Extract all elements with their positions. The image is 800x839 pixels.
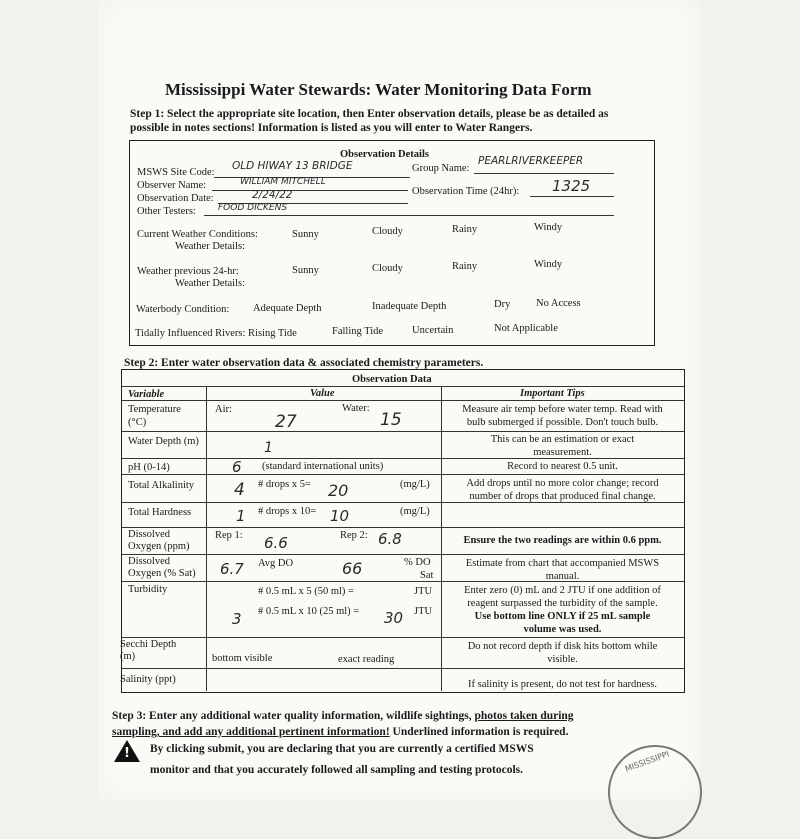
form-title: Mississippi Water Stewards: Water Monitoring Data Form — [165, 80, 592, 99]
rep2-label: Rep 2: — [340, 530, 368, 541]
hardness-value[interactable]: 10 — [330, 507, 350, 525]
step1-instructions: Step 1: Select the appropriate site location, then Enter observation details, please be as detailed as — [130, 108, 609, 120]
alkalinity-unit: (mg/L) — [400, 479, 430, 490]
do-sat-value[interactable]: 66 — [342, 559, 363, 578]
column-value: Value — [310, 388, 335, 399]
alkalinity-tip: Add drops until no more color change; record number of drops that produced final change. — [466, 478, 659, 502]
dissolved-oxygen-label: Dissolved — [128, 529, 170, 540]
current-weather-label: Current Weather Conditions: — [137, 229, 258, 240]
water-depth-tip: This can be an estimation or exact measurement. — [490, 434, 635, 458]
turbidity-label: Turbidity — [128, 584, 168, 595]
step2-instructions: Step 2: Enter water observation data & associated chemistry parameters. — [124, 357, 484, 369]
current-weather-windy[interactable]: Windy — [534, 222, 563, 233]
turbidity-unit-2: JTU — [414, 606, 433, 617]
alkalinity-drops[interactable]: 4 — [234, 480, 245, 500]
tidal-uncertain[interactable]: Uncertain — [412, 325, 454, 336]
do-sat-unit: Oxygen (% Sat) — [128, 568, 196, 579]
column-important-tips: Important Tips — [520, 388, 585, 399]
temperature-label: Temperature — [128, 404, 181, 415]
water-temp-value[interactable]: 15 — [380, 410, 402, 430]
ph-value[interactable]: 6 — [232, 458, 242, 476]
declaration-line-1: By clicking submit, you are declaring that you are currently a certified MSWS — [150, 743, 534, 755]
step3-instructions-2: sampling, and add any additional pertinent information! Underlined information is required. — [112, 726, 569, 738]
mississippi-seal-logo — [608, 745, 702, 839]
previous-weather-details-label: Weather Details: — [175, 278, 245, 289]
previous-weather-cloudy[interactable]: Cloudy — [372, 263, 403, 274]
current-weather-cloudy[interactable]: Cloudy — [372, 226, 403, 237]
observation-data-header: Observation Data — [352, 374, 432, 385]
tidal-not-applicable[interactable]: Not Applicable — [494, 323, 558, 334]
do-sat-tip: Estimate from chart that accompanied MSWS manual. — [465, 558, 660, 582]
current-weather-rainy[interactable]: Rainy — [452, 224, 478, 235]
rep2-value[interactable]: 6.8 — [378, 530, 402, 548]
waterbody-inadequate-depth[interactable]: Inadequate Depth — [372, 301, 447, 312]
waterbody-no-access[interactable]: No Access — [536, 298, 581, 309]
previous-weather-windy[interactable]: Windy — [534, 259, 563, 270]
site-code-label: MSWS Site Code: — [137, 167, 215, 178]
dissolved-oxygen-unit: Oxygen (ppm) — [128, 541, 190, 552]
observation-date-value[interactable]: 2/24/22 — [252, 189, 293, 201]
ph-label: pH (0-14) — [128, 462, 170, 473]
step1-instructions-2: possible in notes sections! Information is listed as you will enter to Water Rangers. — [130, 122, 533, 134]
salinity-label: Salinity (ppt) — [120, 674, 176, 685]
hardness-unit: (mg/L) — [400, 506, 430, 517]
current-weather-sunny[interactable]: Sunny — [292, 229, 319, 240]
current-weather-details-label: Weather Details: — [175, 241, 245, 252]
do-sat-unit-2: Sat — [420, 570, 434, 581]
observer-name-label: Observer Name: — [137, 180, 207, 191]
turbidity-drops[interactable]: 3 — [232, 610, 242, 628]
other-testers-label: Other Testers: — [137, 206, 196, 217]
dissolved-oxygen-tip: Ensure the two readings are within 0.6 ppm. — [463, 535, 662, 546]
previous-weather-rainy[interactable]: Rainy — [452, 261, 478, 272]
salinity-tip: If salinity is present, do not test for hardness. — [468, 679, 657, 690]
secchi-depth-unit: (m) — [120, 651, 136, 662]
turbidity-unit-1: JTU — [414, 586, 433, 597]
water-depth-label: Water Depth (m) — [128, 436, 199, 447]
secchi-bottom-visible[interactable]: bottom visible — [212, 653, 273, 664]
waterbody-dry[interactable]: Dry — [494, 299, 511, 310]
turbidity-tip: Enter zero (0) mL and 2 JTU if one addition of reagent surpassed the turbidity of the sample. Use bottom line ONLY if 25 mL sample volume was used. — [464, 585, 661, 635]
ph-tip: Record to nearest 0.5 unit. — [507, 461, 618, 472]
secchi-exact-reading[interactable]: exact reading — [338, 654, 395, 665]
other-testers-value[interactable]: FOOD DICKENS — [218, 203, 288, 213]
rep1-label: Rep 1: — [215, 530, 243, 541]
hardness-drops[interactable]: 1 — [236, 507, 246, 525]
alkalinity-label: Total Alkalinity — [128, 480, 195, 491]
do-sat-unit-1: % DO — [404, 557, 431, 568]
alkalinity-formula: # drops x 5= — [258, 479, 311, 490]
air-temp-value[interactable]: 27 — [275, 412, 297, 432]
observer-name-value[interactable]: WILLIAM MITCHELL — [240, 177, 326, 187]
avg-do-value[interactable]: 6.7 — [220, 560, 244, 578]
hardness-formula: # drops x 10= — [258, 506, 317, 517]
rep1-value[interactable]: 6.6 — [264, 534, 288, 552]
step3-instructions: Step 3: Enter any additional water quality information, wildlife sightings, photos taken during — [112, 710, 574, 722]
warning-exclamation-icon: ! — [124, 746, 130, 761]
observation-time-label: Observation Time (24hr): — [412, 186, 520, 197]
secchi-tip: Do not record depth if disk hits bottom while visible. — [467, 641, 658, 665]
column-variable: Variable — [128, 389, 165, 400]
group-name-label: Group Name: — [412, 163, 470, 174]
waterbody-adequate-depth[interactable]: Adequate Depth — [253, 303, 322, 314]
tidal-rising-tide[interactable]: Tidally Influenced Rivers: Rising Tide — [135, 328, 297, 339]
tidal-falling-tide[interactable]: Falling Tide — [332, 326, 384, 337]
observation-time-value[interactable]: 1325 — [552, 177, 591, 195]
declaration-line-2: monitor and that you accurately followed all sampling and testing protocols. — [150, 764, 524, 776]
previous-weather-sunny[interactable]: Sunny — [292, 265, 319, 276]
alkalinity-value[interactable]: 20 — [328, 481, 349, 500]
air-temp-label: Air: — [215, 404, 232, 415]
turbidity-line2: # 0.5 mL x 10 (25 ml) = — [258, 606, 360, 617]
waterbody-condition-label: Waterbody Condition: — [136, 304, 230, 315]
secchi-depth-label: Secchi Depth — [120, 639, 177, 650]
water-temp-label: Water: — [342, 403, 370, 414]
turbidity-line1: # 0.5 mL x 5 (50 ml) = — [258, 586, 354, 597]
do-sat-label: Dissolved — [128, 556, 170, 567]
hardness-label: Total Hardness — [128, 507, 192, 518]
observation-details-header: Observation Details — [340, 149, 429, 160]
seal-text: MISSISSIPPI — [623, 749, 671, 774]
temperature-tip: Measure air temp before water temp. Read with bulb submerged if possible. Don't touch bulb. — [462, 404, 663, 428]
turbidity-value[interactable]: 30 — [384, 609, 404, 627]
previous-weather-label: Weather previous 24-hr: — [137, 266, 239, 277]
water-depth-value[interactable]: 1 — [264, 440, 273, 456]
group-name-value[interactable]: PEARLRIVERKEEPER — [478, 155, 584, 167]
observation-date-label: Observation Date: — [137, 193, 214, 204]
avg-do-label: Avg DO — [258, 558, 294, 569]
ph-note: (standard international units) — [262, 461, 384, 472]
site-code-value[interactable]: OLD HIWAY 13 BRIDGE — [232, 160, 353, 172]
temperature-unit: (°C) — [128, 417, 147, 428]
